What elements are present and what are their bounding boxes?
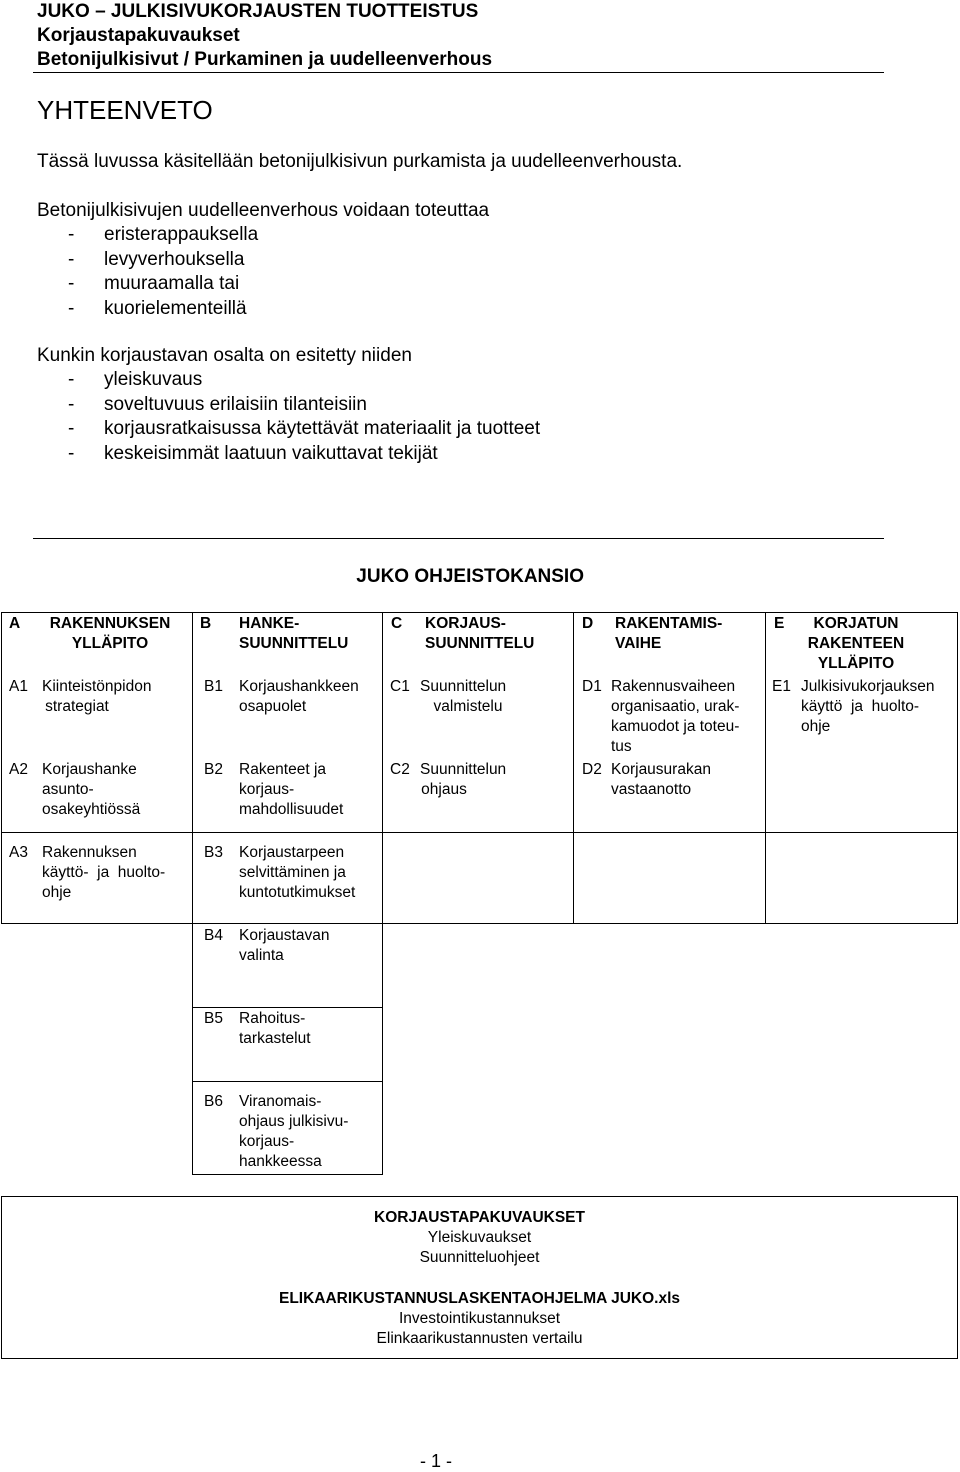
b6-code: B6 xyxy=(204,1093,223,1110)
header-topic: Betonijulkisivut / Purkaminen ja uudelleenverhous xyxy=(37,49,493,70)
d2-text: Korjausurakan vastaanotto xyxy=(611,761,711,798)
e-empty-cell xyxy=(765,832,958,924)
list-item: - muuraamalla tai xyxy=(68,273,240,294)
a1-text: Kiinteistönpidon strategiat xyxy=(42,678,152,715)
a1-code: A1 xyxy=(9,678,28,695)
b4-code: B4 xyxy=(204,927,223,944)
column-d-header: RAKENTAMIS- VAIHE xyxy=(615,615,723,652)
b2-text: Rakenteet ja korjaus- mahdollisuudet xyxy=(239,761,344,818)
b5-text: Rahoitus- tarkastelut xyxy=(239,1010,311,1047)
kansio-title: JUKO OHJEISTOKANSIO xyxy=(356,566,584,587)
a3-code: A3 xyxy=(9,844,28,861)
list-item: - keskeisimmät laatuun vaikuttavat tekijät xyxy=(68,442,438,464)
a3-text: Rakennuksen käyttö- ja huolto- ohje xyxy=(42,844,166,901)
b5-code: B5 xyxy=(204,1010,223,1027)
e1-code: E1 xyxy=(772,678,791,695)
column-c-header: KORJAUS- SUUNNITTELU xyxy=(425,615,535,652)
korjaustapakuvaukset-box xyxy=(1,1196,958,1359)
intro-text: Tässä luvussa käsitellään betonijulkisivun purkamista ja uudelleenverhousta. xyxy=(37,151,683,172)
box-heading-2: ELIKAARIKUSTANNUSLASKENTAOHJELMA JUKO.xls xyxy=(278,1290,681,1307)
list-item: - korjausratkaisussa käytettävät materiaalit ja tuotteet xyxy=(68,418,541,439)
d1-text: Rakennusvaiheen organisaatio, urak- kamuodot ja toteu- tus xyxy=(611,678,740,755)
box-item: Suunnitteluohjeet xyxy=(419,1249,540,1266)
column-d-code: D xyxy=(582,615,594,632)
box-heading-1: KORJAUSTAPAKUVAUKSET xyxy=(374,1209,585,1226)
column-c-code: C xyxy=(391,615,403,632)
section1-list xyxy=(37,223,258,321)
list-item: - yleiskuvaus xyxy=(68,369,203,390)
section2-list xyxy=(37,368,540,466)
list-item: - levyverhouksella xyxy=(68,248,245,270)
c2-text: Suunnittelun ohjaus xyxy=(420,761,507,798)
column-b-header: HANKE- SUUNNITTELU xyxy=(239,615,349,652)
list-item: - kuorielementeillä xyxy=(68,297,247,319)
b1-text: Korjaushankkeen osapuolet xyxy=(239,678,359,715)
b3-code: B3 xyxy=(204,844,223,861)
d2-code: D2 xyxy=(582,761,602,778)
b4-text: Korjaustavan valinta xyxy=(239,927,330,964)
b6-text: Viranomais- ohjaus julkisivu- korjaus- hankkeessa xyxy=(239,1093,349,1170)
d-empty-cell xyxy=(573,832,766,924)
header-title: JUKO – JULKISIVUKORJAUSTEN TUOTTEISTUS xyxy=(37,1,479,22)
a2-code: A2 xyxy=(9,761,28,778)
list-item: - soveltuvuus erilaisiin tilanteisiin xyxy=(68,393,367,415)
header-subtitle: Korjaustapakuvaukset xyxy=(37,25,240,46)
column-b-code: B xyxy=(200,615,212,632)
b1-code: B1 xyxy=(204,678,223,695)
box-item: Investointikustannukset xyxy=(398,1310,561,1327)
column-e-code: E xyxy=(774,615,785,632)
list-item: - eristerappauksella xyxy=(68,224,259,245)
column-a-code: A xyxy=(9,615,21,632)
header-rule xyxy=(33,72,884,73)
page-number: - 1 - xyxy=(419,1451,452,1471)
section-rule xyxy=(33,538,884,539)
box-item: Yleiskuvaukset xyxy=(427,1229,532,1246)
e1-text: Julkisivukorjauksen käyttö ja huolto- ohje xyxy=(801,678,935,735)
c2-code: C2 xyxy=(390,761,410,778)
c1-text: Suunnittelun valmistelu xyxy=(420,678,507,715)
section2-lead: Kunkin korjaustavan osalta on esitetty niiden xyxy=(37,345,412,366)
d1-code: D1 xyxy=(582,678,602,695)
b3-text: Korjaustarpeen selvittäminen ja kuntotutkimukset xyxy=(239,844,356,901)
column-e-header: KORJATUN RAKENTEEN YLLÄPITO xyxy=(807,615,905,672)
b2-code: B2 xyxy=(204,761,223,778)
column-a-header: RAKENNUKSEN YLLÄPITO xyxy=(49,615,171,652)
section1-lead: Betonijulkisivujen uudelleenverhous voidaan toteuttaa xyxy=(37,200,490,221)
c1-code: C1 xyxy=(390,678,410,695)
c-empty-cell xyxy=(382,832,574,924)
page-title: YHTEENVETO xyxy=(37,95,213,125)
box-item: Elinkaarikustannusten vertailu xyxy=(376,1330,583,1347)
a2-text: Korjaushanke asunto- osakeyhtiössä xyxy=(42,761,141,818)
